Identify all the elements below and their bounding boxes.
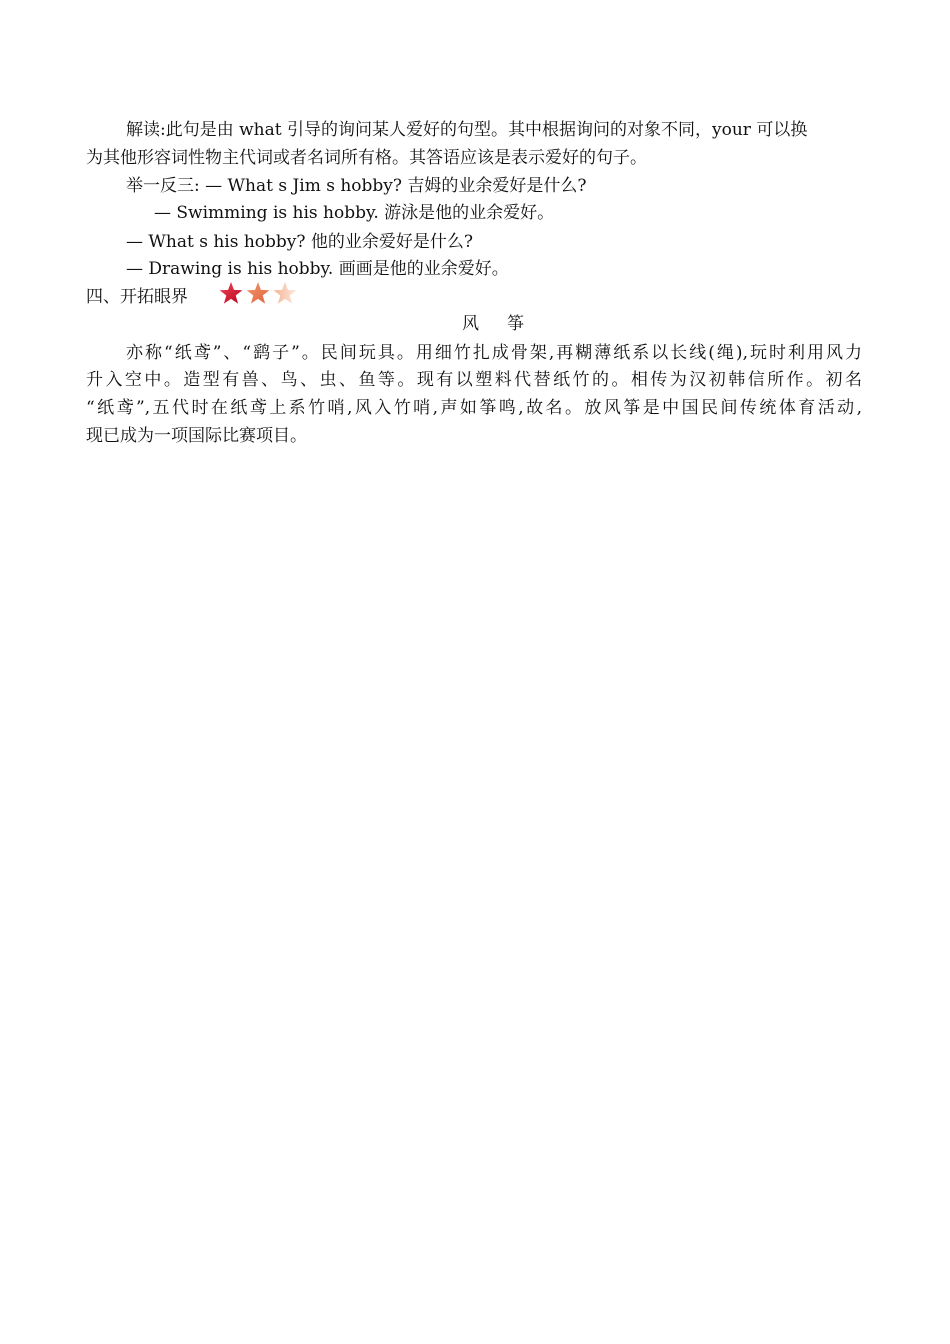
- article-title-char-1: 风: [462, 314, 479, 334]
- article-line-2: 升入空中。造型有兽、鸟、虫、鱼等。现有以塑料代替纸竹的。相传为汉初韩信所作。初名: [86, 370, 862, 390]
- article-line-4: 现已成为一项国际比赛项目。: [86, 426, 307, 446]
- example-answer-1: — Swimming is his hobby. 游泳是他的业余爱好。: [154, 203, 555, 223]
- article-title-char-2: 筝: [507, 314, 524, 334]
- interpretation-line-1: 解读:此句是由 what 引导的询问某人爱好的句型。其中根据询问的对象不同，your 可以换: [126, 120, 808, 140]
- star-icon-half: [247, 282, 270, 304]
- section-heading: 四、开拓眼界: [86, 287, 188, 307]
- star-icon-empty: [274, 282, 297, 304]
- interpretation-line-2: 为其他形容词性物主代词或者名词所有格。其答语应该是表示爱好的句子。: [86, 148, 647, 168]
- example-question-1: 举一反三: — What s Jim s hobby? 吉姆的业余爱好是什么?: [126, 176, 587, 196]
- example-answer-2: — Drawing is his hobby. 画画是他的业余爱好。: [126, 259, 509, 279]
- article-line-3: “纸鸢”,五代时在纸鸢上系竹哨,风入竹哨,声如筝鸣,故名。放风筝是中国民间传统体育活动,: [86, 398, 862, 418]
- star-rating: [218, 281, 298, 307]
- article-line-1: 亦称“纸鸢”、“鹞子”。民间玩具。用细竹扎成骨架,再糊薄纸系以长线(绳),玩时利用风力: [126, 343, 862, 363]
- article-title: [0, 311, 950, 337]
- star-icon-filled: [220, 282, 243, 304]
- example-question-2: — What s his hobby? 他的业余爱好是什么?: [126, 232, 474, 252]
